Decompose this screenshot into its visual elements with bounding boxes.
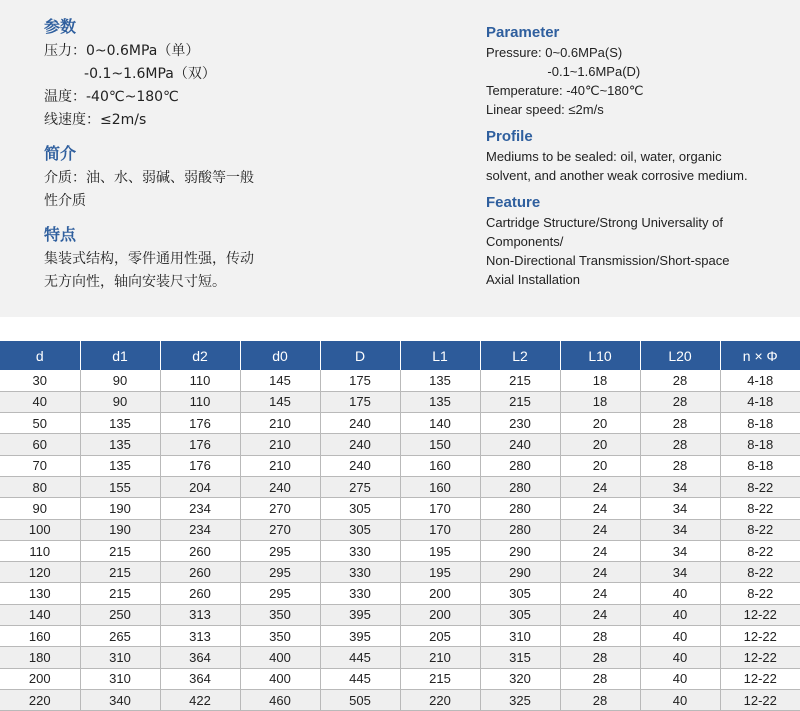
table-cell: 90 (80, 391, 160, 412)
english-parameter-line: Pressure: 0~0.6MPa(S) (486, 45, 623, 60)
table-body (0, 370, 800, 711)
table-cell: 155 (80, 476, 160, 497)
table-cell: 8-18 (720, 413, 800, 434)
table-cell: 24 (560, 562, 640, 583)
table-cell: 400 (240, 647, 320, 668)
table-cell: 90 (0, 498, 80, 519)
table-cell: 4-18 (720, 391, 800, 412)
table-cell: 176 (160, 434, 240, 455)
table-cell: 28 (560, 689, 640, 710)
column-header: L10 (560, 341, 640, 370)
table-cell: 50 (0, 413, 80, 434)
table-cell: 395 (320, 626, 400, 647)
english-feature-line: Axial Installation (486, 272, 580, 287)
table-cell: 28 (640, 413, 720, 434)
table-cell: 364 (160, 647, 240, 668)
table-cell: 240 (240, 476, 320, 497)
table-cell: 4-18 (720, 370, 800, 391)
chinese-description (44, 14, 444, 294)
table-cell: 8-22 (720, 540, 800, 561)
table-cell: 24 (560, 583, 640, 604)
table-cell: 18 (560, 391, 640, 412)
table-cell: 260 (160, 540, 240, 561)
chinese-feature-title: 特点 (44, 225, 77, 244)
table-cell: 205 (400, 626, 480, 647)
table-cell: 220 (0, 689, 80, 710)
table-cell: 295 (240, 583, 320, 604)
table-cell: 195 (400, 540, 480, 561)
table-cell: 460 (240, 689, 320, 710)
table-row (0, 519, 800, 540)
table-cell: 313 (160, 604, 240, 625)
table-row (0, 455, 800, 476)
table-cell: 234 (160, 519, 240, 540)
table-row (0, 391, 800, 412)
table-cell: 110 (0, 540, 80, 561)
table-row (0, 540, 800, 561)
table-cell: 210 (240, 455, 320, 476)
english-feature-title: Feature (486, 194, 541, 211)
table-row (0, 583, 800, 604)
table-cell: 364 (160, 668, 240, 689)
table-cell: 8-22 (720, 476, 800, 497)
table-cell: 220 (400, 689, 480, 710)
table-cell: 28 (640, 455, 720, 476)
table-cell: 204 (160, 476, 240, 497)
table-row (0, 626, 800, 647)
table-cell: 176 (160, 455, 240, 476)
table-cell: 145 (240, 391, 320, 412)
table-cell: 170 (400, 519, 480, 540)
table-row (0, 370, 800, 391)
table-cell: 40 (640, 647, 720, 668)
table-cell: 400 (240, 668, 320, 689)
table-row (0, 604, 800, 625)
table-cell: 145 (240, 370, 320, 391)
table-cell: 40 (0, 391, 80, 412)
table-cell: 330 (320, 583, 400, 604)
table-cell: 24 (560, 498, 640, 519)
chinese-feature-line: 无方向性，轴向安装尺寸短。 (44, 274, 226, 290)
table-cell: 340 (80, 689, 160, 710)
table-cell: 240 (480, 434, 560, 455)
table-cell: 40 (640, 583, 720, 604)
table-cell: 170 (400, 498, 480, 519)
english-feature-line: Non-Directional Transmission/Short-space (486, 253, 730, 268)
table-cell: 12-22 (720, 626, 800, 647)
table-cell: 120 (0, 562, 80, 583)
table-cell: 80 (0, 476, 80, 497)
table-cell: 310 (480, 626, 560, 647)
english-profile-line: Mediums to be sealed: oil, water, organic (486, 149, 722, 164)
table-header-row (0, 341, 800, 370)
table-row (0, 476, 800, 497)
table-cell: 24 (560, 519, 640, 540)
table-cell: 12-22 (720, 668, 800, 689)
table-cell: 40 (640, 668, 720, 689)
table-cell: 310 (80, 647, 160, 668)
chinese-parameter-line: 线速度：≤2m/s (44, 112, 147, 128)
table-row (0, 498, 800, 519)
table-cell: 313 (160, 626, 240, 647)
table-cell: 100 (0, 519, 80, 540)
chinese-parameter-title: 参数 (44, 17, 77, 36)
table-cell: 190 (80, 519, 160, 540)
english-parameter-line: -0.1~1.6MPa(D) (486, 64, 641, 79)
table-cell: 330 (320, 562, 400, 583)
table-cell: 28 (560, 668, 640, 689)
table-cell: 140 (400, 413, 480, 434)
table-cell: 260 (160, 583, 240, 604)
table-cell: 135 (400, 370, 480, 391)
table-cell: 315 (480, 647, 560, 668)
table-cell: 8-22 (720, 562, 800, 583)
dimension-table (0, 341, 800, 711)
table-cell: 160 (0, 626, 80, 647)
table-cell: 280 (480, 498, 560, 519)
table-cell: 8-18 (720, 434, 800, 455)
table-cell: 215 (480, 391, 560, 412)
chinese-profile-line: 介质：油、水、弱碱、弱酸等一般 (44, 170, 254, 186)
column-header: n × Φ (720, 341, 800, 370)
table-cell: 290 (480, 562, 560, 583)
chinese-profile-title: 简介 (44, 144, 77, 163)
table-cell: 250 (80, 604, 160, 625)
table-row (0, 647, 800, 668)
table-cell: 215 (80, 562, 160, 583)
table-cell: 12-22 (720, 647, 800, 668)
table-cell: 34 (640, 540, 720, 561)
table-cell: 60 (0, 434, 80, 455)
table-cell: 270 (240, 498, 320, 519)
table-cell: 135 (400, 391, 480, 412)
english-profile-title: Profile (486, 128, 533, 145)
table-cell: 140 (0, 604, 80, 625)
table-cell: 240 (320, 434, 400, 455)
chinese-parameter-line: 压力：0~0.6MPa（单） (44, 43, 200, 59)
table-cell: 200 (0, 668, 80, 689)
table-cell: 210 (240, 434, 320, 455)
table-cell: 150 (400, 434, 480, 455)
column-header: D (320, 341, 400, 370)
table-cell: 305 (320, 519, 400, 540)
table-cell: 34 (640, 498, 720, 519)
table-cell: 270 (240, 519, 320, 540)
table-cell: 445 (320, 668, 400, 689)
column-header: L2 (480, 341, 560, 370)
table-cell: 8-18 (720, 455, 800, 476)
column-header: d1 (80, 341, 160, 370)
english-parameter-title: Parameter (486, 24, 560, 41)
spec-header-panel (0, 0, 800, 317)
table-cell: 12-22 (720, 604, 800, 625)
table-cell: 160 (400, 455, 480, 476)
table-cell: 20 (560, 455, 640, 476)
table-row (0, 689, 800, 710)
table-row (0, 434, 800, 455)
table-cell: 40 (640, 604, 720, 625)
table-cell: 210 (240, 413, 320, 434)
table-cell: 320 (480, 668, 560, 689)
column-header: L1 (400, 341, 480, 370)
table-cell: 24 (560, 604, 640, 625)
column-header: d0 (240, 341, 320, 370)
table-cell: 195 (400, 562, 480, 583)
table-cell: 215 (80, 540, 160, 561)
table-row (0, 413, 800, 434)
table-cell: 505 (320, 689, 400, 710)
table-cell: 265 (80, 626, 160, 647)
table-cell: 110 (160, 391, 240, 412)
table-cell: 240 (320, 455, 400, 476)
table-cell: 325 (480, 689, 560, 710)
english-profile-line: solvent, and another weak corrosive medium. (486, 168, 748, 183)
table-cell: 110 (160, 370, 240, 391)
table-cell: 234 (160, 498, 240, 519)
table-cell: 230 (480, 413, 560, 434)
table-cell: 280 (480, 476, 560, 497)
table-cell: 40 (640, 689, 720, 710)
table-cell: 34 (640, 562, 720, 583)
table-cell: 28 (640, 434, 720, 455)
table-cell: 30 (0, 370, 80, 391)
table-cell: 135 (80, 434, 160, 455)
table-cell: 8-22 (720, 519, 800, 540)
table-cell: 290 (480, 540, 560, 561)
table-cell: 295 (240, 562, 320, 583)
table-cell: 12-22 (720, 689, 800, 710)
table-cell: 350 (240, 604, 320, 625)
english-parameter-line: Linear speed: ≤2m/s (486, 102, 604, 117)
column-header: d2 (160, 341, 240, 370)
table-cell: 28 (560, 626, 640, 647)
table-cell: 28 (640, 370, 720, 391)
table-cell: 330 (320, 540, 400, 561)
table-cell: 280 (480, 519, 560, 540)
table-cell: 295 (240, 540, 320, 561)
table-cell: 305 (480, 604, 560, 625)
table-cell: 8-22 (720, 498, 800, 519)
english-feature-line: Components/ (486, 234, 564, 249)
chinese-profile-line: 性介质 (44, 193, 86, 209)
table-cell: 20 (560, 413, 640, 434)
table-cell: 210 (400, 647, 480, 668)
table-cell: 200 (400, 604, 480, 625)
table-cell: 395 (320, 604, 400, 625)
table-cell: 215 (80, 583, 160, 604)
table-cell: 8-22 (720, 583, 800, 604)
table-cell: 18 (560, 370, 640, 391)
table-cell: 24 (560, 476, 640, 497)
table-cell: 160 (400, 476, 480, 497)
table-cell: 90 (80, 370, 160, 391)
table-row (0, 562, 800, 583)
english-description (486, 22, 786, 289)
chinese-feature-line: 集装式结构，零件通用性强，传动 (44, 251, 254, 267)
table-cell: 130 (0, 583, 80, 604)
table-cell: 305 (320, 498, 400, 519)
table-cell: 20 (560, 434, 640, 455)
column-header: d (0, 341, 80, 370)
table-cell: 445 (320, 647, 400, 668)
chinese-parameter-line: 温度：-40℃~180℃ (44, 89, 179, 105)
table-cell: 422 (160, 689, 240, 710)
table-cell: 350 (240, 626, 320, 647)
column-header: L20 (640, 341, 720, 370)
table-cell: 34 (640, 519, 720, 540)
table-cell: 275 (320, 476, 400, 497)
english-feature-line: Cartridge Structure/Strong Universality of (486, 215, 723, 230)
table-cell: 200 (400, 583, 480, 604)
table-cell: 135 (80, 413, 160, 434)
table-cell: 28 (640, 391, 720, 412)
table-cell: 70 (0, 455, 80, 476)
table-cell: 305 (480, 583, 560, 604)
table-cell: 190 (80, 498, 160, 519)
table-cell: 180 (0, 647, 80, 668)
english-parameter-line: Temperature: -40℃~180℃ (486, 83, 644, 98)
table-cell: 34 (640, 476, 720, 497)
table-row (0, 668, 800, 689)
table-cell: 40 (640, 626, 720, 647)
table-cell: 135 (80, 455, 160, 476)
table-cell: 240 (320, 413, 400, 434)
table-cell: 260 (160, 562, 240, 583)
table-cell: 175 (320, 391, 400, 412)
table-cell: 176 (160, 413, 240, 434)
table-cell: 175 (320, 370, 400, 391)
chinese-parameter-line: -0.1~1.6MPa（双） (44, 66, 216, 82)
table-cell: 280 (480, 455, 560, 476)
table-cell: 24 (560, 540, 640, 561)
table-cell: 215 (400, 668, 480, 689)
table-cell: 215 (480, 370, 560, 391)
table-cell: 310 (80, 668, 160, 689)
table-cell: 28 (560, 647, 640, 668)
